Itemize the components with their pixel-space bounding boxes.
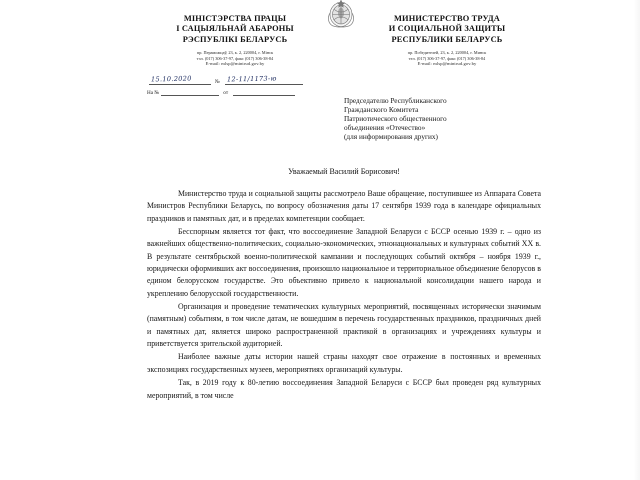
letter-paragraph-3: Организация и проведение тематических культурных мероприятий, посвященных исторически значимым (памятным) событиям, в том числе датам, не вошедшим в перечень государственных праздников, праздничных дней и памятных дат, является широко распространенной практикой в организациях и учреждениях культуры и приветствуется зрительской аудиторией. [147,302,541,349]
org-name-ru [359,14,535,45]
salutation: Уважаемый Василий Борисович! [288,167,400,176]
org-address-be: пр. Пераможцаў, 23, к. 2, 220004, г. Мінск [196,50,274,56]
reply-date-label: от [223,90,229,96]
letter-body [147,166,541,402]
org-phone-ru: тел. (017) 306-37-97, факс (017) 306-38-84 [408,55,486,61]
letter-paragraph-4: Наиболее важные даты истории нашей страны находят свое отражение в постоянных и временных экспозициях государственных музеев, мероприятиях организаций культуры. [147,352,541,374]
org-name-be-line-2: І САЦЫЯЛЬНАЙ АБАРОНЫ [176,24,294,34]
reply-to-rule [161,86,219,96]
scan-edge [634,0,640,480]
org-contacts-ru [359,50,535,67]
addressee-line-5: (для информирования других) [344,132,438,142]
reference-number-rule [225,75,303,85]
addressee-line-3: Патриотического общественного [344,114,447,124]
reply-to-label: На № [147,90,160,96]
org-address-ru: пр. Победителей, 23, к. 2, 220004, г. Минск [407,50,487,56]
reference-number-label: № [215,79,220,85]
org-name-ru-line-2: И СОЦИАЛЬНОЙ ЗАЩИТЫ [388,24,506,34]
reply-date-rule [233,86,295,96]
letter-paragraph-2: Бесспорным является тот факт, что воссоединение Западной Беларуси с БССР осенью 1939 г. – одно из важнейших общественно-политических, социально-экономических, этнонациональных и культурных событий XX в. В результате сентябрьской военно-политической кампании и последующих событий октября – ноября 1939 г., юридически оформивших акт воссоединения, произошло национальное и территориальное объединение белорусов в едином белорусском государстве. Это объективно привело к национальной консолидации нашего народа и укреплению белорусской государственности. [147,227,541,298]
reference-row-incoming [147,85,333,96]
reference-block [147,74,333,96]
org-name-be [147,14,323,45]
belarus-state-emblem-icon [324,0,358,28]
addressee-line-2: Гражданского Комитета [344,105,419,115]
letterhead-right-russian [359,14,535,67]
reference-date-rule [149,75,211,85]
org-contacts-be [147,50,323,67]
org-name-be-line-1: МІНІСТЭРСТВА ПРАЦЫ [183,14,287,23]
org-name-be-line-3: РЭСПУБЛІКІ БЕЛАРУСЬ [182,34,288,44]
addressee-block [344,96,540,141]
addressee-line-4: объединения «Отечество» [344,123,426,133]
org-email-be: E-mail: mlsp@mintrud.gov.by [205,61,265,67]
org-email-ru: E-mail: mlsp@mintrud.gov.by [417,61,477,67]
addressee-line-1: Председателю Республиканского [344,96,447,105]
page-content [141,0,541,480]
org-phone-be: тэл. (017) 306-37-97, факс (017) 306-38-84 [196,55,274,61]
org-name-ru-line-3: РЕСПУБЛИКИ БЕЛАРУСЬ [391,34,503,44]
letter-paragraph-5: Так, в 2019 году к 80-летию воссоединения Западной Беларуси с БССР был проведен ряд культурных мероприятий, в том числе [147,378,541,400]
reference-row-outgoing [147,74,333,85]
org-name-ru-line-1: МИНИСТЕРСТВО ТРУДА [393,14,501,23]
reference-number-value: 12-11/1173-ю [226,74,277,84]
reference-date-value: 15.10.2020 [150,74,192,84]
letterhead-left-belarusian [147,14,323,67]
letter-paragraph-1: Министерство труда и социальной защиты рассмотрело Ваше обращение, поступившее из Аппарата Совета Министров Республики Беларусь, по вопросу обозначения даты 17 сентября 1939 года в календаре официальных праздников и памятных дат, и в пределах компетенции сообщает. [147,189,541,223]
